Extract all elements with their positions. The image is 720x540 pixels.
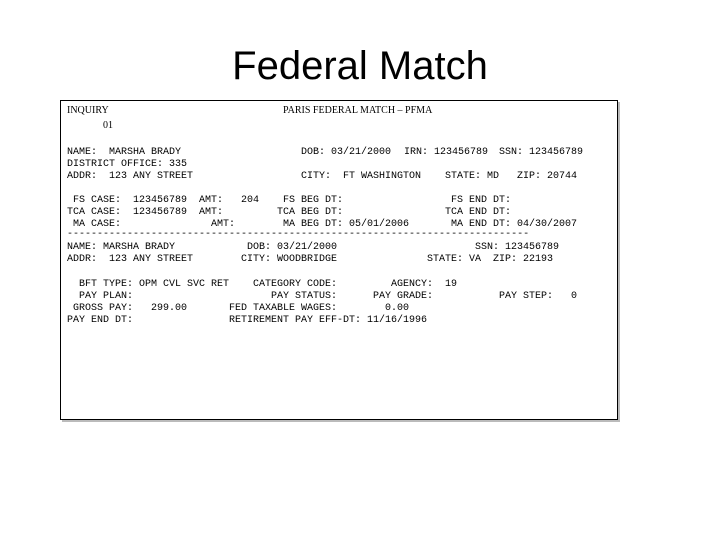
gross-pay: GROSS PAY: 299.00 [73, 303, 188, 314]
client-address: ADDR: 123 ANY STREET [67, 171, 194, 182]
match-ssn: SSN: 123456789 [475, 242, 560, 253]
page-title: Federal Match [232, 44, 488, 88]
category-code: CATEGORY CODE: [253, 279, 338, 290]
pay-grade: PAY GRADE: [373, 291, 434, 302]
tca-case: TCA CASE: 123456789 AMT: [67, 207, 224, 218]
screen-title: PARIS FEDERAL MATCH – PFMA [283, 105, 433, 116]
fs-case: FS CASE: 123456789 AMT: 204 [73, 195, 260, 206]
benefit-type: BFT TYPE: OPM CVL SVC RET [79, 279, 230, 290]
pay-step: PAY STEP: 0 [499, 291, 578, 302]
fs-end-date: FS END DT: [451, 195, 512, 206]
tca-beg-date: TCA BEG DT: [277, 207, 344, 218]
client-city: CITY: FT WASHINGTON [301, 171, 422, 182]
client-dob: DOB: 03/21/2000 [301, 147, 392, 158]
fs-beg-date: FS BEG DT: [283, 195, 344, 206]
pay-end-date: PAY END DT: [67, 315, 134, 326]
client-ssn: SSN: 123456789 [499, 147, 584, 158]
mainframe-screen [60, 100, 618, 420]
tca-end-date: TCA END DT: [445, 207, 512, 218]
ma-end-date: MA END DT: 04/30/2007 [451, 219, 578, 230]
retirement-pay-date: RETIREMENT PAY EFF-DT: 11/16/1996 [229, 315, 428, 326]
divider-line: ----------------------------------------------------------------------------- [67, 229, 530, 240]
client-irn: IRN: 123456789 [404, 147, 489, 158]
match-address: ADDR: 123 ANY STREET [67, 254, 194, 265]
ma-beg-date: MA BEG DT: 05/01/2006 [283, 219, 410, 230]
pay-status: PAY STATUS: [271, 291, 338, 302]
fed-taxable-value: 0.00 [385, 303, 410, 314]
match-name: NAME: MARSHA BRADY [67, 242, 176, 253]
client-zip: ZIP: 20744 [517, 171, 578, 182]
match-dob: DOB: 03/21/2000 [247, 242, 338, 253]
ma-case: MA CASE: AMT: [73, 219, 236, 230]
match-state-zip: STATE: VA ZIP: 22193 [427, 254, 554, 265]
pay-plan: PAY PLAN: [79, 291, 134, 302]
inquiry-label: INQUIRY [67, 105, 109, 116]
client-state: STATE: MD [445, 171, 500, 182]
match-city: CITY: WOODBRIDGE [241, 254, 338, 265]
client-name: NAME: MARSHA BRADY [67, 147, 182, 158]
agency: AGENCY: 19 [391, 279, 458, 290]
district-office: DISTRICT OFFICE: 335 [67, 159, 188, 170]
fed-taxable-wages: FED TAXABLE WAGES: [229, 303, 338, 314]
page-number: 01 [103, 120, 113, 131]
